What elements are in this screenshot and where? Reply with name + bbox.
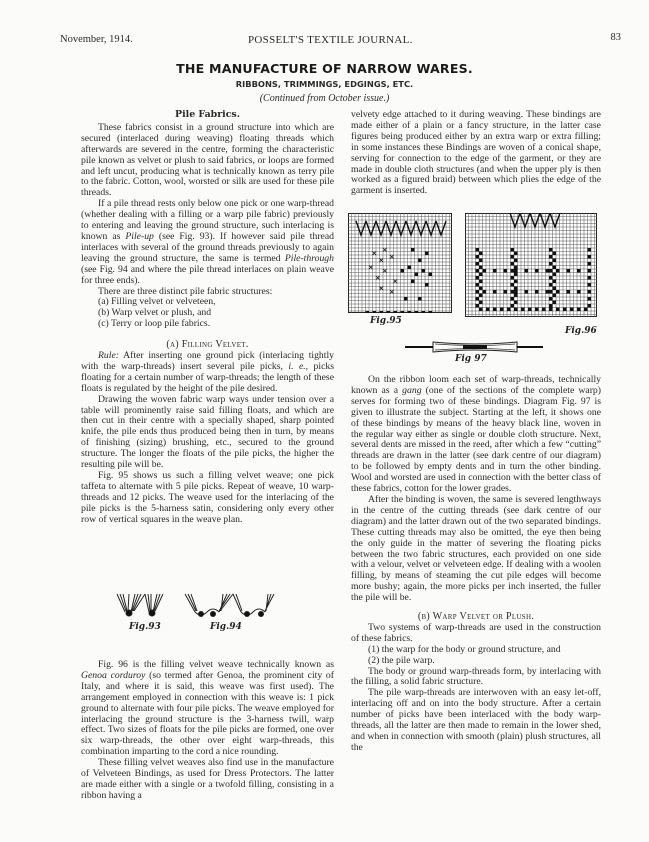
paragraph	[81, 199, 334, 286]
weave-mark	[511, 297, 515, 301]
weave-mark	[553, 252, 557, 256]
figure-93-94	[115, 592, 275, 637]
weave-mark	[479, 280, 483, 284]
weave-mark	[567, 269, 571, 273]
paragraph: After the binding is woven, the same is severed lengthways in the centre of the cutting threads (see dark centre of our diagram) and the latter drawn out of the two separated bindings. These cutting threads may also be omitted, the eye then being the only guide in the matter of severing the floating picks between the two fabric structures, each provided on one side with a velour, velvet or velveteen edge. If dealing with a woolen filling, by means of steaming the cut pile edges will become more bushy; again, the more picks per inch inserted, the fuller the pile will be.	[351, 493, 601, 604]
term-genoa-corduroy: Genoa corduroy	[81, 669, 146, 681]
article-subtitle: RIBBONS, TRIMMINGS, EDGINGS, ETC.	[235, 79, 414, 89]
weave-mark	[553, 287, 557, 291]
text-run: (see Fig. 94 and where the pile thread interlaces on plain weave for three ends).	[81, 263, 334, 286]
weave-mark	[514, 273, 518, 277]
paragraph: Drawing the woven fabric warp ways under tension over a table will prominently raise said filling floats, and which are then cut in their centre with a specially shaped, sharp pointed knife, the pile ends thus produced being then in turn, by means of finishing (sizing) brushing, etc., secured to the ground structure. The longer the floats of the pile picks, the higher the resulting pile will be.	[81, 393, 334, 471]
weave-mark	[511, 304, 515, 308]
text-run: If a pile thread rests only below one pick or one warp-thread (whether dealing with a filling or a warp pile fabric) previously to entering and leaving the ground structure, such interlacing is known as	[81, 198, 334, 242]
figure-97	[405, 340, 545, 370]
weave-mark	[528, 308, 532, 312]
weave-mark	[588, 255, 592, 259]
paragraph: The pile warp-threads are interwoven with an easy let-off, interlacing off and on into the body structure. After a certain number of picks have been interlaced with the body warp-threads, all the latter are then made to remain in the lower shed, and when in connection with smooth (plain) plush structures, all the	[351, 687, 601, 753]
weave-mark	[546, 290, 550, 294]
weave-mark	[511, 262, 515, 266]
weave-mark	[588, 290, 592, 294]
weave-mark	[514, 252, 518, 256]
term-pile-up: Pile-up	[125, 230, 154, 242]
weave-mark	[588, 276, 592, 280]
weave-mark	[404, 297, 408, 301]
weave-mark	[479, 294, 483, 298]
weave-mark	[479, 301, 483, 305]
fig95-weave-plan	[348, 213, 454, 313]
weave-mark	[535, 269, 539, 273]
text-run: Fig. 96 is the filling velvet weave technically known as	[98, 659, 334, 670]
weave-mark	[570, 308, 574, 312]
weave-mark	[425, 283, 429, 287]
weave-mark	[422, 311, 426, 313]
weave-mark	[553, 280, 557, 284]
weave-mark	[429, 311, 433, 313]
weave-mark	[483, 269, 487, 273]
text-run: picks floating for a certain number of warp-threads; the length of these floats is regulated by the height of the pile desired.	[81, 360, 334, 394]
weave-mark	[514, 259, 518, 263]
weave-mark	[549, 308, 553, 312]
weave-mark	[584, 308, 588, 312]
weave-mark	[542, 308, 546, 312]
list-item: (2) the pile warp.	[368, 654, 435, 666]
paragraph: The body or ground warp-threads form, by interlacing with the filling, a solid fabric structure.	[351, 665, 601, 688]
weave-mark	[418, 259, 422, 263]
term-pile-through: Pile-through	[284, 252, 334, 264]
weave-mark	[514, 301, 518, 305]
fig94-caption: Fig.94	[210, 622, 242, 632]
weave-mark	[556, 269, 560, 273]
weave-mark	[546, 269, 550, 273]
weave-mark	[415, 311, 419, 313]
weave-mark	[476, 297, 480, 301]
paragraph: These filling velvet weaves also find use in the manufacture of Velveteen Bindings, as used for Dress Protectors. The latter are made either with a single or a twofold filling, consisting in a ribbon having a	[81, 757, 334, 801]
weave-mark	[588, 269, 592, 273]
weave-mark	[366, 311, 370, 313]
weave-mark	[476, 248, 480, 252]
paragraph: Two systems of warp-threads are used in the construction of these fabrics.	[351, 621, 601, 644]
weave-mark	[514, 308, 518, 312]
weave-mark	[514, 266, 518, 270]
weave-mark	[479, 259, 483, 263]
weave-mark	[479, 287, 483, 291]
weave-mark	[479, 308, 483, 312]
paragraph: There are three distinct pile fabric structures:	[98, 285, 273, 297]
weave-mark	[549, 255, 553, 259]
weave-mark	[549, 283, 553, 287]
weave-mark	[387, 311, 391, 313]
weave-mark	[373, 311, 377, 313]
fig93-caption: Fig.93	[129, 622, 161, 632]
weave-mark	[514, 290, 518, 294]
text-run: On the ribbon loom each set of warp-threads, technically known as a	[351, 374, 601, 396]
weave-mark	[549, 290, 553, 294]
weave-mark	[549, 276, 553, 280]
paragraph: Fig. 95 shows us such a filling velvet weave; one pick taffeta to alternate with 5 pile picks. Repeat of weave, 10 warp-threads and 12 picks. The weave used for the interlacing of the pile picks is the 5-harness satin, considering only every other row of vertical squares in the weave plan.	[81, 470, 334, 525]
weave-mark	[549, 262, 553, 266]
text-run: i. e.,	[288, 360, 309, 372]
weave-mark	[588, 304, 592, 308]
figure-95	[348, 213, 458, 328]
weave-mark	[553, 294, 557, 298]
weave-mark	[408, 266, 412, 270]
weave-mark	[553, 273, 557, 277]
weave-mark	[486, 308, 490, 312]
text-run: (one of the sections of the complete warp) serves for forming two of these bindings. Diagram Fig. 97 is given to illustrate the subject. Starting at the left, it shows one of these bindings by means of the heavy black line, woven in the regular way either as single or double cloth structure. Next, several dents are missed in the reed, after which a few “cutting” threads are drawn in the latter (see dark centre of our diagram) to be followed by empty dents and in turn the other binding. Wool and worsted are used in connection with the better class of these fabrics, cotton for the lower grades.	[351, 384, 601, 495]
fig96-caption: Fig.96	[565, 326, 597, 336]
weave-mark	[476, 304, 480, 308]
weave-mark	[577, 269, 581, 273]
subsection-heading-warp-velvet: (b) Warp Velvet or Plush.	[417, 611, 535, 623]
page-number: 83	[610, 32, 621, 43]
weave-mark	[476, 255, 480, 259]
running-head	[60, 34, 621, 48]
weave-mark	[511, 283, 515, 287]
weave-mark	[535, 290, 539, 294]
weave-mark	[549, 248, 553, 252]
weave-mark	[401, 269, 405, 273]
weave-mark	[511, 276, 515, 280]
weave-mark	[549, 297, 553, 301]
weave-mark	[563, 308, 567, 312]
pile-interlacing-diagram	[115, 592, 275, 622]
weave-mark	[549, 269, 553, 273]
figure-96	[465, 213, 605, 343]
weave-mark	[507, 308, 511, 312]
fig95-caption: Fig.95	[370, 316, 402, 326]
weave-mark	[504, 290, 508, 294]
text-run: After inserting one ground pick (interlacing tightly with the warp-threads) insert several pile picks,	[81, 350, 334, 372]
weave-mark	[511, 255, 515, 259]
text-run: (see Fig. 93). If however said pile thread interlaces with several of the ground threads previously to again leaving the ground structure, the same is termed	[81, 230, 334, 264]
weave-mark	[511, 290, 515, 294]
weave-mark	[511, 248, 515, 252]
weave-mark	[514, 287, 518, 291]
weave-mark	[476, 290, 480, 294]
paragraph	[351, 375, 601, 495]
weave-mark	[549, 304, 553, 308]
weave-mark	[476, 276, 480, 280]
weave-mark	[553, 301, 557, 305]
weave-mark	[493, 308, 497, 312]
article-title: THE MANUFACTURE OF NARROW WARES.	[176, 61, 473, 76]
list-item: (a) Filling velvet or velveteen,	[98, 296, 216, 308]
rule-label: Rule:	[98, 350, 119, 362]
weave-mark	[479, 266, 483, 270]
weave-mark	[429, 273, 433, 277]
fig93-diagram	[117, 594, 163, 616]
weave-mark	[411, 248, 415, 252]
right-column-continued	[351, 375, 601, 754]
weave-mark	[588, 297, 592, 301]
weave-mark	[476, 262, 480, 266]
weave-mark	[483, 290, 487, 294]
left-column-continued	[81, 660, 334, 802]
weave-mark	[556, 308, 560, 312]
weave-mark	[408, 311, 412, 313]
weave-mark	[553, 266, 557, 270]
paragraph	[81, 660, 334, 758]
issue-date: November, 1914.	[60, 34, 133, 45]
weave-mark	[493, 269, 497, 273]
weave-mark	[588, 262, 592, 266]
paragraph: These fabrics consist in a ground structure into which are secured (interlaced during weaving) floating threads which afterwards are severed in the centre, forming the characteristic pile known as velvet or plush to said fabrics, or loops are formed and left uncut, producing what is technically known as terry pile to the fabric. Cotton, wool, worsted or silk are used for these pile threads.	[81, 121, 334, 199]
paragraph	[81, 351, 334, 395]
fig96-weave-plan	[465, 213, 599, 317]
weave-mark	[521, 308, 525, 312]
text-run: (so termed after Genoa, the prominent city of Italy, and where it is said, this weave was first used). The arrangement employed in connection with this weave is: 1 pick ground to alternate with four pile picks. The weave employed for interlacing the ground structure is the 3-harness twill, warp effect. Two sizes of floats for the pile picks are formed, one over six warp-threads, the other over eight warp-threads, this combination imparting to the cord a nice rounding.	[81, 669, 335, 758]
fig97-caption: Fig 97	[455, 354, 487, 364]
weave-mark	[476, 269, 480, 273]
weave-mark	[500, 308, 504, 312]
list-item: (b) Warp velvet or plush, and	[98, 307, 212, 319]
weave-mark	[514, 280, 518, 284]
list-item: (c) Terry or loop pile fabrics.	[98, 318, 211, 330]
left-column	[81, 110, 334, 526]
weave-mark	[425, 252, 429, 256]
weave-mark	[588, 248, 592, 252]
weave-mark	[556, 290, 560, 294]
weave-mark	[401, 311, 405, 313]
weave-mark	[476, 283, 480, 287]
paragraph: velvety edge attached to it during weaving. These bindings are made either of a plain or a fancy structure, in the latter case figures being produced either by an extra warp or extra filling; in some instances these Bindings are woven of a conical shape, serving for connection to the edge of the garment, or they are made in double cloth structures (and when the upper ply is then worked as a figured braid) between which plies the edge of the garment is inserted.	[351, 109, 601, 197]
list-item: (1) the warp for the body or ground structure, and	[368, 643, 561, 655]
continued-note: (Continued from October issue.)	[259, 93, 390, 104]
weave-mark	[422, 269, 426, 273]
journal-name: POSSELT'S TEXTILE JOURNAL.	[248, 34, 413, 46]
weave-mark	[394, 311, 398, 313]
weave-mark	[493, 290, 497, 294]
weave-mark	[567, 290, 571, 294]
weave-mark	[577, 308, 581, 312]
weave-mark	[577, 290, 581, 294]
weave-mark	[411, 280, 415, 284]
section-heading-pile-fabrics: Pile Fabrics.	[175, 109, 240, 120]
fig94-diagram	[185, 594, 274, 617]
weave-mark	[514, 294, 518, 298]
weave-mark	[525, 269, 529, 273]
weave-mark	[511, 269, 515, 273]
weave-mark	[588, 283, 592, 287]
weave-mark	[525, 290, 529, 294]
subsection-heading-filling-velvet: (a) Filling Velvet.	[166, 339, 249, 351]
weave-mark	[514, 269, 518, 273]
right-column	[351, 110, 601, 197]
weave-mark	[535, 308, 539, 312]
weave-mark	[479, 252, 483, 256]
weave-mark	[504, 269, 508, 273]
weave-mark	[380, 311, 384, 313]
term-gang: gang	[402, 384, 422, 396]
weave-mark	[415, 273, 419, 277]
fig97-binding-diagram	[405, 340, 545, 354]
weave-mark	[418, 297, 422, 301]
weave-mark	[553, 259, 557, 263]
weave-mark	[479, 273, 483, 277]
